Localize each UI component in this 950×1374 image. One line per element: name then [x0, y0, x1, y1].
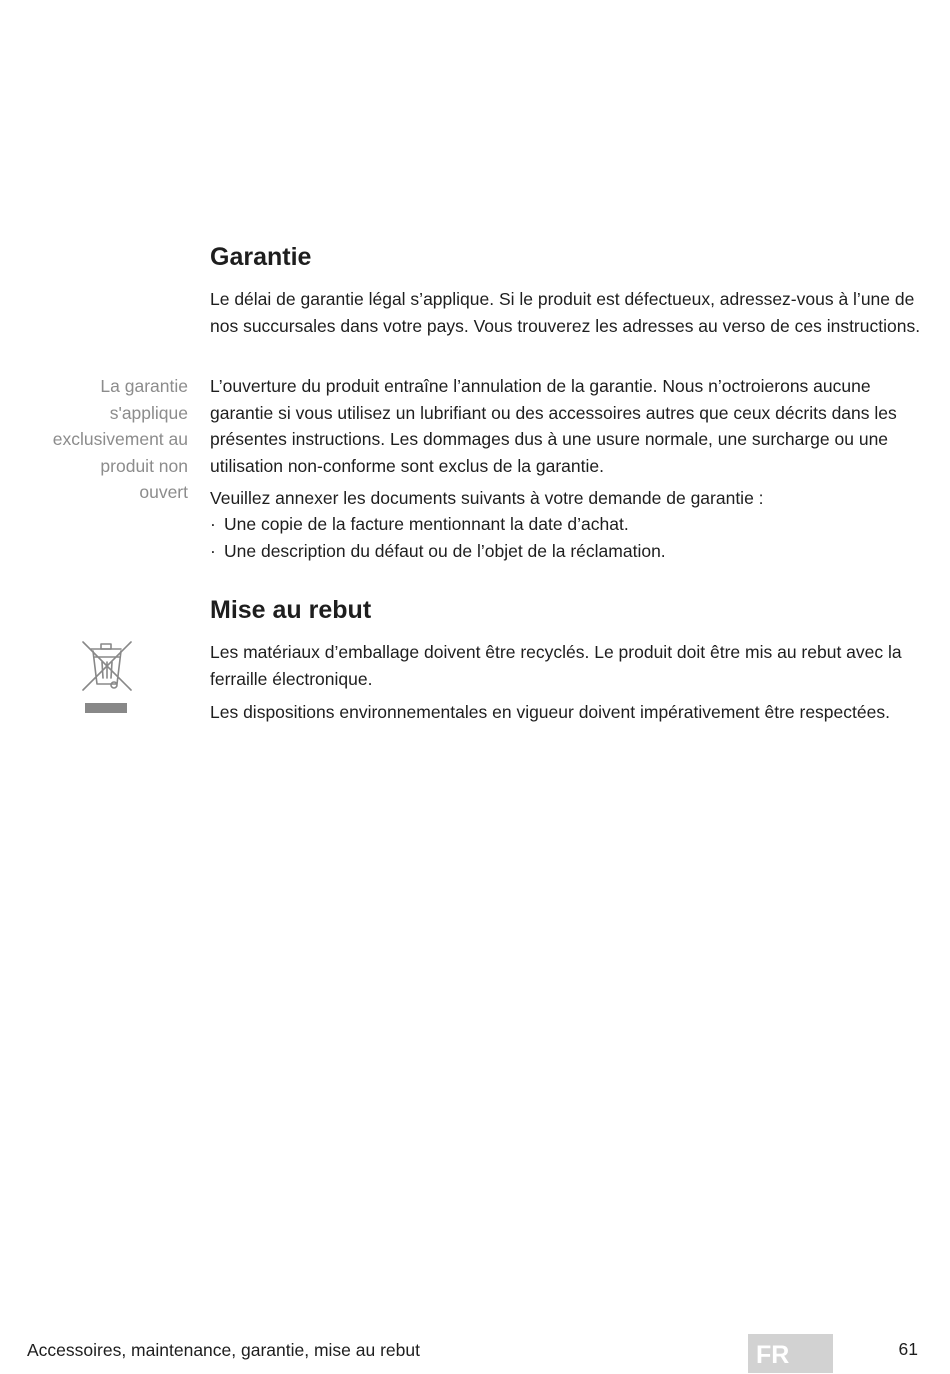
list-item: [210, 538, 922, 565]
warranty-paragraph-exclusions: L’ouverture du produit entraîne l’annulation de la garantie. Nous n’octroierons aucune garantie si vous utilisez un lubrifiant ou des accessoires autres que ceux décrits dans les présentes instructions. Les dommages dus à une usure normale, une surcharge ou une utilisation non-conforme sont exclus de la garantie.: [210, 376, 897, 476]
list-item-text: Une copie de la facture mentionnant la date d’achat.: [224, 514, 629, 534]
list-item: [210, 511, 922, 538]
page-number: 61: [898, 1339, 918, 1359]
crossed-out-wheelie-bin-icon: [80, 638, 134, 718]
disposal-paragraph-recycling: Les matériaux d’emballage doivent être recyclés. Le produit doit être mis au rebut avec la ferraille électronique.: [210, 642, 902, 689]
side-note-line: ouvert: [139, 482, 188, 502]
side-note-line: exclusivement au: [52, 429, 188, 449]
disposal-paragraph-regulations: Les dispositions environnementales en vigueur doivent impérativement être respectées.: [210, 702, 890, 722]
warranty-paragraph-legal-period: Le délai de garantie légal s’applique. Si le produit est défectueux, adressez-vous à l’une de nos succursales dans votre pays. Vous trouverez les adresses au verso de ces instructions.: [210, 289, 921, 336]
section-title-disposal: Mise au rebut: [210, 596, 372, 624]
list-item-text: Une description du défaut ou de l’objet de la réclamation.: [224, 541, 666, 561]
footer-chapter-title: Accessoires, maintenance, garantie, mise au rebut: [27, 1340, 420, 1360]
warranty-side-note: [20, 373, 188, 506]
side-note-line: produit non: [100, 455, 188, 476]
language-badge: FR: [748, 1334, 833, 1373]
warranty-paragraph-documents: Veuillez annexer les documents suivants à votre demande de garantie :: [210, 488, 764, 508]
bullet-marker: ·: [210, 514, 216, 534]
side-note-line: s'applique: [109, 402, 188, 423]
section-title-warranty: Garantie: [210, 243, 312, 271]
side-note-line: La garantie: [100, 376, 188, 396]
bullet-marker: ·: [210, 541, 216, 561]
